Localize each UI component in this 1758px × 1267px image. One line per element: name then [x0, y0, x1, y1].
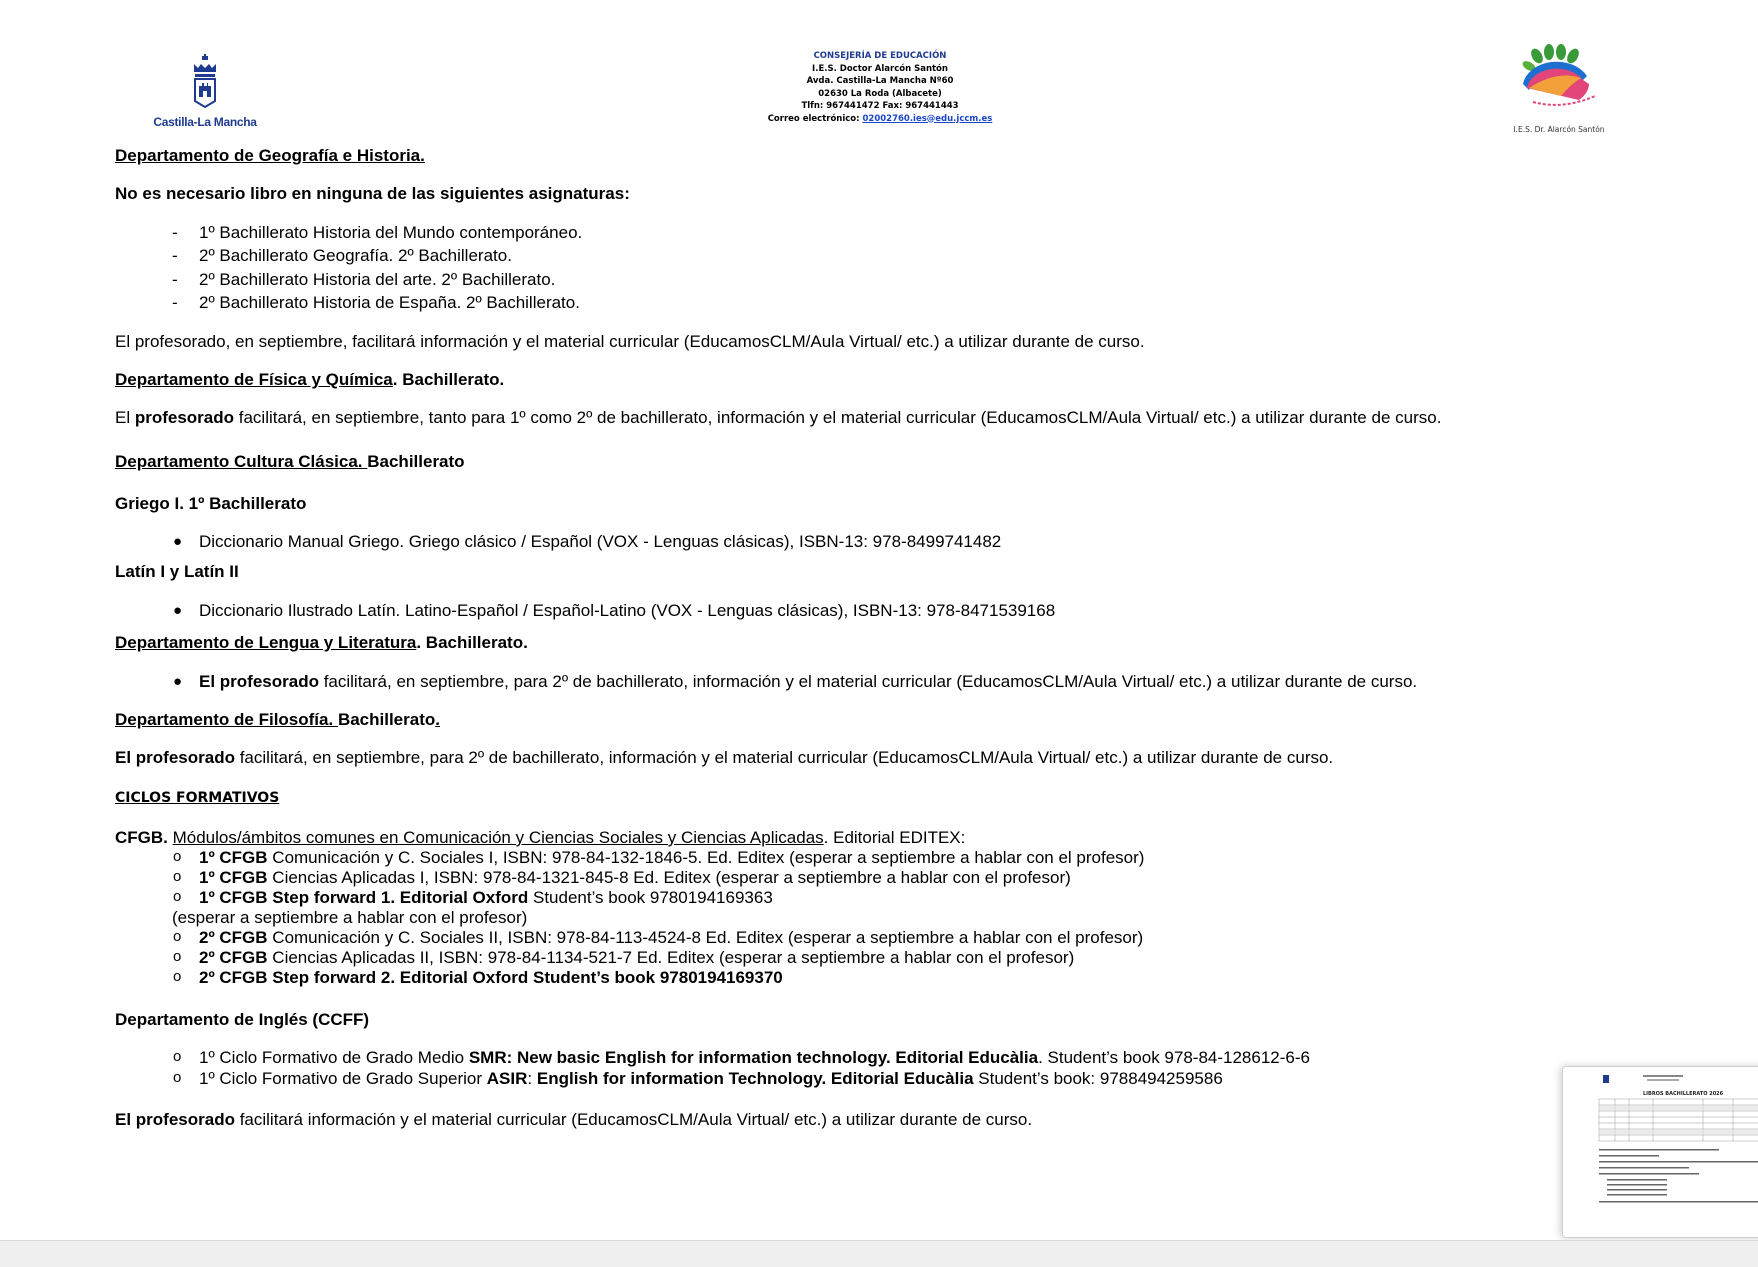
list-item: o 1º Ciclo Formativo de Grado Superior ASIR: English for information Technology. Editorial Educàlia Student’s book: 9788494259586: [173, 1069, 1223, 1088]
list-item: ● El profesorado facilitará, en septiembre, para 2º de bachillerato, información y el material curricular (EducamosCLM/Aula Virtual/ etc.) a utilizar durante de curso.: [173, 672, 1418, 691]
list-item: o 1º CFGB Step forward 1. Editorial Oxford Student’s book 9780194169363: [173, 888, 773, 907]
logo-caption: I.E.S. Dr. Alarcón Santón: [1513, 125, 1605, 134]
list-item: - 2º Bachillerato Geografía. 2º Bachillerato.: [172, 246, 512, 265]
geografia-subheading: No es necesario libro en ninguna de las siguientes asignaturas:: [115, 184, 630, 203]
list-item: ● Diccionario Ilustrado Latín. Latino-Español / Español-Latino (VOX - Lenguas clásicas), ISBN-13: 978-8471539168: [173, 601, 1056, 620]
list-item: o 1º CFGB Comunicación y C. Sociales I, ISBN: 978-84-132-1846-5. Ed. Editex (esperar a septiembre a hablar con el profesor): [173, 848, 1145, 867]
letterhead-line: 02630 La Roda (Albacete): [818, 88, 942, 99]
ies-emblem-icon: [1509, 44, 1609, 122]
list-item-continuation: (esperar a septiembre a hablar con el profesor): [172, 908, 528, 927]
email-label: Correo electrónico:: [767, 113, 863, 124]
cfgb-intro: CFGB. Módulos/ámbitos comunes en Comunicación y Ciencias Sociales y Ciencias Aplicadas. Editorial EDITEX:: [115, 828, 966, 847]
ies-logo: [1500, 44, 1618, 134]
geografia-note: El profesorado, en septiembre, facilitará información y el material curricular (EducamosCLM/Aula Virtual/ etc.) a utilizar durante de curso.: [115, 332, 1145, 351]
list-item: - 2º Bachillerato Historia de España. 2º Bachillerato.: [172, 293, 580, 312]
thumbnail-title: LIBROS BACHILLERATO 2026: [1643, 1091, 1724, 1097]
griego-title: Griego I. 1º Bachillerato: [115, 494, 307, 513]
logo-text: Castilla-La Mancha: [153, 115, 257, 129]
letterhead-line: Tlfn: 967441472 Fax: 967441443: [801, 101, 959, 111]
letterhead-email-line: [730, 113, 1030, 126]
list-item: - 2º Bachillerato Historia del arte. 2º Bachillerato.: [172, 270, 556, 289]
list-item: - 1º Bachillerato Historia del Mundo contemporáneo.: [172, 223, 583, 242]
crown-tower-icon: [188, 54, 222, 108]
list-item: o 2º CFGB Ciencias Aplicadas II, ISBN: 978-84-1134-521-7 Ed. Editex (esperar a septiembre a hablar con el profesor): [173, 948, 1075, 967]
filosofia-note: El profesorado facilitará, en septiembre, para 2º de bachillerato, información y el material curricular (EducamosCLM/Aula Virtual/ etc.) a utilizar durante de curso.: [115, 748, 1334, 767]
ingles-note: El profesorado facilitará información y el material curricular (EducamosCLM/Aula Virtual/ etc.) a utilizar durante de curso.: [115, 1110, 1033, 1129]
page-thumbnail[interactable]: [1562, 1066, 1758, 1238]
list-item: o 2º CFGB Step forward 2. Editorial Oxford Student’s book 9780194169370: [173, 968, 783, 987]
fisica-note: El profesorado facilitará, en septiembre, tanto para 1º como 2º de bachillerato, información y el material curricular (EducamosCLM/Aula Virtual/ etc.) a utilizar durante de curso.: [115, 408, 1442, 427]
bottom-bar: [0, 1240, 1758, 1267]
section-heading-ingles: Departamento de Inglés (CCFF): [115, 1010, 370, 1029]
list-item: o 1º Ciclo Formativo de Grado Medio SMR: New basic English for information technology. Editorial Educàlia. Student’s book 978-84-128612-6-6: [173, 1048, 1310, 1067]
section-heading-geografia: Departamento de Geografía e Historia.: [115, 146, 425, 165]
school-letterhead: [730, 50, 1030, 125]
latin-title: Latín I y Latín II: [115, 562, 239, 581]
list-item: o 1º CFGB Ciencias Aplicadas I, ISBN: 978-84-1321-845-8 Ed. Editex (esperar a septiembre a hablar con el profesor): [173, 868, 1071, 887]
section-heading-lengua: Departamento de Lengua y Literatura. Bachillerato.: [115, 633, 528, 652]
castilla-la-mancha-logo: [150, 54, 260, 129]
letterhead-line: I.E.S. Doctor Alarcón Santón: [812, 63, 948, 74]
thumbnail-preview-image: [1563, 1067, 1758, 1237]
letterhead-line: Avda. Castilla-La Mancha Nº60: [806, 76, 954, 86]
section-heading-fisica: Departamento de Física y Química. Bachillerato.: [115, 370, 505, 389]
section-heading-ciclos: CICLOS FORMATIVOS: [115, 790, 280, 806]
email-link[interactable]: 02002760.ies@edu.jccm.es: [862, 113, 993, 124]
section-heading-clasica: Departamento Cultura Clásica. Bachillerato: [115, 452, 465, 471]
section-heading-filosofia: Departamento de Filosofía. Bachillerato.: [115, 710, 440, 729]
list-item: ● Diccionario Manual Griego. Griego clásico / Español (VOX - Lenguas clásicas), ISBN-13: 978-8499741482: [173, 532, 1002, 551]
list-item: o 2º CFGB Comunicación y C. Sociales II, ISBN: 978-84-113-4524-8 Ed. Editex (esperar a septiembre a hablar con el profesor): [173, 928, 1144, 947]
letterhead-line: CONSEJERÍA DE EDUCACIÓN: [813, 51, 947, 61]
